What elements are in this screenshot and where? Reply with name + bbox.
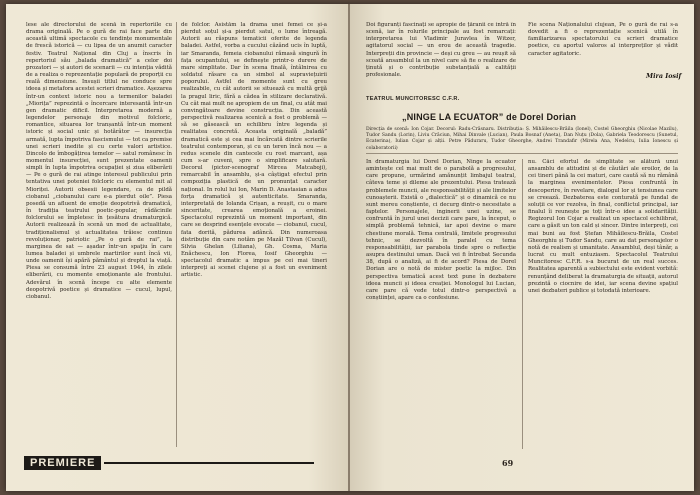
premiere-rule xyxy=(104,462,314,464)
page-number: 69 xyxy=(502,458,514,468)
section-label: TEATRUL MUNCITORESC C.F.R. xyxy=(366,96,460,102)
credits-rule xyxy=(366,153,678,154)
right-page-top-column-1: Doi figuranți fascinați se apropie de țăranii ce intră în scenă, iar în rolurile principale au fost remarcați: interpretarea lui Vladimir Juravlea în Witzer, agitatorul social — un erou de această tragedie. Interpreții din provincie — deși cu greu — au reușit să scoată ansamblul la un nivel care să fie o realizare de ținută și o contribuție substanțială a calității profesionale. xyxy=(366,22,516,79)
right-page xyxy=(350,4,694,491)
premiere-label: PREMIERE xyxy=(24,456,101,470)
left-page-column-2: de folclor. Asistăm la drama unei femei ce și-a pierdut soțul și-a pierdut satul, o lume întreagă. Autorii au răspuns tematicii oferite de legenda baladei. Astfel, vorba a cucului căzând ucis în luptă, iar Smaranda, femeia ciobanului rămasă singură în fața ocupantului, se definește printr-o durere de mare simplitate. Dar în scena finală, întâlnirea cu soldatul răsare ca un simbol al supraviețuirii poporului. Astfel de momente sunt cu greu realizabile, cu cât autorii se situează cu multă grijă la pragul liric, fără a cădea în stilizare declarativă. Cu cât mai mult ne apropiem de un final, cu atât mai convingătoare devine construcția. Din această perspectivă realizarea scenică a fost o problemă — să se găsească un echilibru între legenda și realitatea concretă. Aceasta originală „baladă” dramatică este și cea mai încărcată dintre scrierile teatrului contemporan, și cu un teren încă nou — a redus scenele din cantecele cu rost marcant, așa cum s-ar cuveni, spre o simplificare salutară. Decorul (pictor-scenograf Mircea Matcaboji), remarcabil în ansamblu, și-a câștigat efectul prin compoziția plastică de un pronunțat caracter național. In rolul lui Ion, Marin D. Anastasian a adus forța dramatică și autenticitate. Smaranda, interpretată de Iolanda Crișan, a reușit, cu o mare sinceritate, crearea emoțională a eroinei. Spectacolul reprezintă un moment important, din care se desprind esențele evocate — ciobanul, cucul, fata dorită, pădurea adâncă. Din numeroasa distribuție din care notăm pe Mazăl Tilvan (Cucul), Silvia Ghelan (Liliana), Gh. Cosma, Maria Enăchescu, Ion Florea, Iosif Gheorghiu — spectacolul dramatic a impus pe cei mai tineri interpreți ai scenei clujene și a fost un eveniment artistic. xyxy=(181,22,327,279)
right-page-column-rule xyxy=(522,159,523,449)
left-page-column-1: lese ale directorului de scenă în repertoriile cu drama originală. Pe o gură de rai face parte din această ultimă spectacole cu tendințe monumentale de frescă istorică — cu lipsa de un anumit caracter festiv. Teatrul Național din Cluj a înscris în repertoriul său „balada dramatică” a celor doi prozatori — și autori de scenarii — cu intenția vădită de a realiza o reprezentație populară de proporții cu reală dimensiune. Insușii titlul ne conduce spre ideea și metafora acestei scrieri dramatice. Așezarea într-un context istoric nou a termenilor baladei „Miorița” reprezintă o încercare interesantă într-un gen dramatic dificil. Interpretarea modernă a legendelor personaje din motivul folcloric, romantice, situarea lor tranșantă într-un moment istoric și social unic și hotărâtor — insurecția armată, lupta împotriva fascismului — tot ca premise unei scrieri inedite și cu certe valori artistice. Dincolo de îmbogățirea temelor — satul românesc în momentul insurecției, sunt prezentate oamenii simpli în lupta împotriva ocupației și ziua eliberării — Pe o gură de rai atinge interesul publicului prin tentativa unei poteniei folcloric cu elementul mit al Mioriței. Autorii obsesii legendare, ca de pildă ciobanul „ciobanului care e-a pierdut oile”. Piesa posedă un afluent de emoție deopotrivă dramatică, în tradiția teatrului poetic-popular, rădăcinile folclorului se împletesc în țesătura dramaturgică. Autorii realizează în scenă un mod de actualitate, tradiționalismul și actualitatea trăiesc continuu revoluționar, patriotic „Pe o gură de rai”, la marginea de sat — așadar într-un spaţiu în care lumea baladei și umbrele martirilor sunt încă vii, unde oamenii își apără pământul și dreptul la viață. Piesa se consumă între 23 august 1944, în zilele eliberării, cu momente emoționante ale frontului. Adevărul în scenă începe cu alte elemente deopotrivă poetice și dramatice — cucul, lupul, ciobanul. xyxy=(26,22,172,300)
premiere-banner xyxy=(24,456,314,470)
article-title: „NINGE LA ECUATOR” de Dorel Dorian xyxy=(402,112,577,122)
author-signature: Mira Iosif xyxy=(646,72,682,80)
left-page-column-rule xyxy=(176,22,177,447)
left-page xyxy=(6,4,350,491)
right-page-column-1: În dramaturgia lui Dorel Dorian, Ninge la ecuator amintește cel mai mult de o parabolă a progresului, care propune, urmărind amănunțit limbajul teatral, câteva teme și dileme ale prezentului. Piesa tratează problemele muncii, ale responsabilității și ale limitelor cunoașterii. Există o „dialectică” și o dinamică ce nu sunt mereu conștiente, ci decurg dintr-o necesitate a faptelor. Personajele, inginerii unei uzine, se confruntă în jurul unei decizii care pare, la început, o simplă problemă tehnică, iar apoi devine o mare chestiune morală. Tema centrală, limitele progresului tehnic, se dezvoltă în paralel cu tema responsabilității, iar parabola tinde spre o reflecție asupra destinului uman. Dacă vei fi întrebat Secunda 38, după o analiză, ai fi de acord? Piesa de Dorel Dorian are o notă de mister poetic la mijloc. Din perspectiva tematică acest text pune în dezbatere ideea muncii și ideea creației. Monologul lui Lucian, care pare că vede totul dintr-o perspectivă a conștiinței, apare ca o confesiune. xyxy=(366,159,516,301)
book-spread xyxy=(6,4,694,491)
right-page-top-column-2: Fie scena Naționalului clujean, Pe o gură de rai s-a dovedit a fi o reprezentație scenică utilă în familiarizarea spectatorului cu scrieri dramatice poetice, cu aportul valoros al interpreților și vădit caracter agitatoric. xyxy=(528,22,678,57)
right-page-column-2: nu. Căci efortul de simplitate se alătură unui ansamblu de atitudini și de căutări ale eroilor, de la cei tineri până la cei maturi, care caută să nu rămână la marginea evenimentelor. Piesa confruntă în descoperire, în revelare, dialogul lor și tensiunea care se creează. Dezbaterea este conturată pe fundal de soluții ce vor rezolva, în final, conflictul principal, iar finalul îi reunește pe toți într-o idee a solidarității. Regizorul Ion Cojar a realizat un spectacol echilibrat, care a găsit un ton cald și sincer. Dintre interpreți, cei mai buni au fost Ștefan Mihăilescu-Brăila, Costel Gheorghiu și Tudor Sandu, care au dat personajelor o notă de realism și umanitate. Ansamblul, deși tânăr, a lucrat cu mult entuziasm. Spectacolul Teatrului Muncitoresc C.F.R. s-a bucurat de un real succes. Realitatea aparentă a subiectului este evident vorbită: renunțând deliberat la dramaturgia de situații, autorul prezintă o ciocnire de idei, iar scena devine spațiul unei dezbateri publice și totodată interioare. xyxy=(528,159,678,294)
cast-credits: Direcția de scenă: Ion Cojar. Decorul: Radu-Crăsnaru. Distribuția: Ș. Mihăilescu-Brăila (Ionel), Costel Gheorghiu (Nicolae Mazilu), Tudor Sandu (Lorin), Liviu Crăciun, Mihai Dinvale (Lucian), Paula Bosnaf (Aneta), Dan Nuțu (Dola), Gabriela Teodorescu (Sunetul, Ecaterina), Iulian Cojar și alții. Petre Păduraru, Tudor Gheorghe, Andrei Trandafir (Mirela Ana, Nedelcu, Iulia Ionescu și colaboratorii) xyxy=(366,127,678,151)
